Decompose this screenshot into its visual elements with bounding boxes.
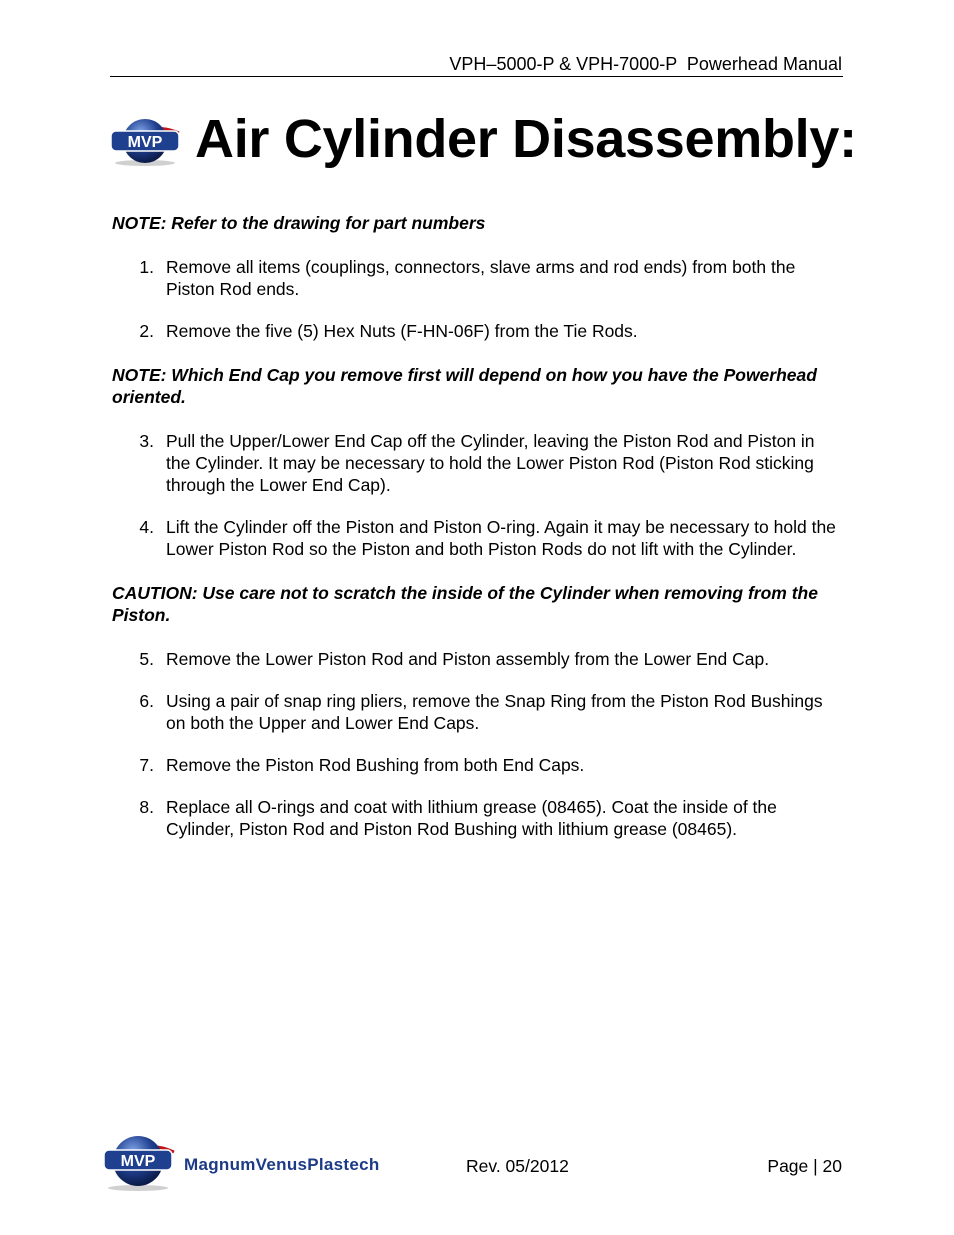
list-item	[112, 430, 842, 496]
list-item	[112, 256, 842, 300]
steps-group-3	[112, 648, 842, 840]
step-number: 6.	[139, 691, 154, 711]
list-item	[112, 754, 842, 776]
steps-group-1	[112, 256, 842, 342]
step-text: Using a pair of snap ring pliers, remove the Snap Ring from the Piston Rod Bushings on both the Upper and Lower End Caps.	[166, 691, 823, 733]
steps-group-2	[112, 430, 842, 560]
note-part-numbers: NOTE: Refer to the drawing for part numbers	[112, 213, 486, 233]
step-text: Remove the Lower Piston Rod and Piston assembly from the Lower End Cap.	[166, 649, 770, 669]
logo-text: MVP	[127, 134, 163, 151]
mvp-logo-icon	[105, 115, 185, 167]
company-name: MagnumVenusPlastech	[184, 1155, 380, 1174]
header-title: VPH–5000-P & VPH-7000-P Powerhead Manual	[449, 54, 842, 74]
step-text: Pull the Upper/Lower End Cap off the Cylinder, leaving the Piston Rod and Piston in the Cylinder. It may be necessary to hold the Lower Piston Rod (Piston Rod sticking through the Lower End Cap).	[166, 431, 815, 495]
step-number: 4.	[139, 517, 154, 537]
step-text: Replace all O-rings and coat with lithium grease (08465). Coat the inside of the Cylinder, Piston Rod and Piston Rod Bushing with lithium grease (08465).	[166, 797, 777, 839]
step-number: 5.	[139, 649, 154, 669]
step-text: Remove all items (couplings, connectors, slave arms and rod ends) from both the Piston Rod ends.	[166, 257, 796, 299]
note-end-cap: NOTE: Which End Cap you remove first will depend on how you have the Powerhead oriented.	[112, 365, 817, 407]
list-item	[112, 516, 842, 560]
step-text: Lift the Cylinder off the Piston and Piston O-ring. Again it may be necessary to hold the Lower Piston Rod so the Piston and both Piston Rods do not lift with the Cylinder.	[166, 517, 836, 559]
step-number: 3.	[139, 431, 154, 451]
page-title: Air Cylinder Disassembly:	[195, 109, 857, 169]
content-body	[112, 212, 842, 862]
step-number: 7.	[139, 755, 154, 775]
list-item	[112, 648, 842, 670]
step-number: 8.	[139, 797, 154, 817]
caution-note: CAUTION: Use care not to scratch the inside of the Cylinder when removing from the Piston.	[112, 583, 818, 625]
revision-date: Rev. 05/2012	[466, 1156, 569, 1176]
step-number: 1.	[139, 257, 154, 277]
step-text: Remove the Piston Rod Bushing from both End Caps.	[166, 755, 585, 775]
page-number: Page | 20	[767, 1156, 842, 1176]
list-item	[112, 320, 842, 342]
step-number: 2.	[139, 321, 154, 341]
list-item	[112, 690, 842, 734]
list-item	[112, 796, 842, 840]
footer-logo-text: MVP	[120, 1153, 156, 1170]
company-logo-icon	[100, 1130, 390, 1192]
header-divider	[110, 76, 843, 77]
step-text: Remove the five (5) Hex Nuts (F-HN-06F) from the Tie Rods.	[166, 321, 638, 341]
